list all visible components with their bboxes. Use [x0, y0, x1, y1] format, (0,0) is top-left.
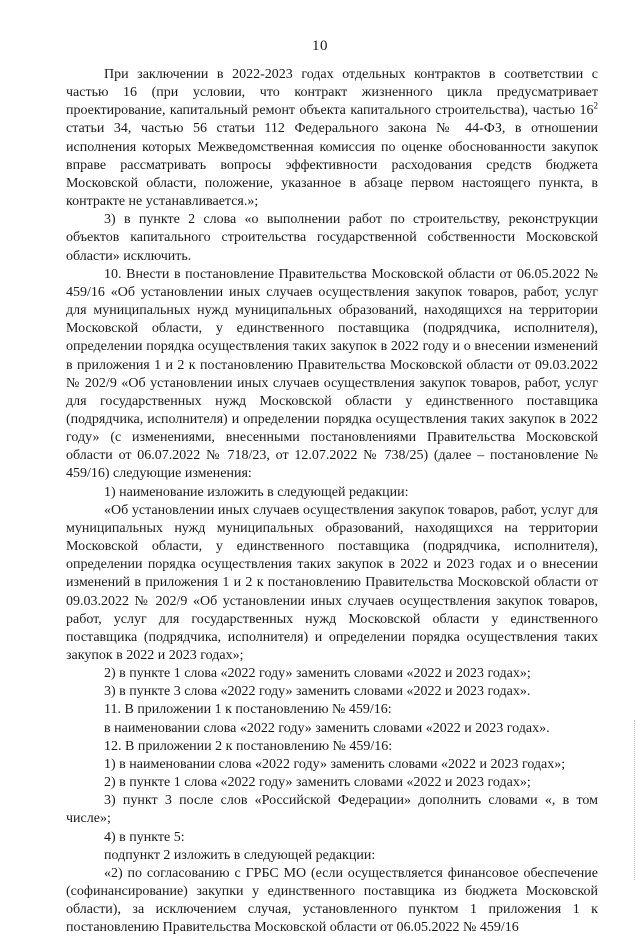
paragraph-contract-exception [66, 66, 598, 211]
document-body [66, 66, 598, 938]
paragraph-subitem-2: подпункт 2 изложить в следующей редакции: [104, 847, 376, 863]
paragraph-section-12-item-4: 4) в пункте 5: [104, 829, 185, 845]
paragraph-item-1: 1) наименование изложить в следующей редакции: [104, 484, 409, 500]
paragraph-section-12-item-3: 3) пункт 3 после слов «Российской Федерации» дополнить словами «, в том числе»; [66, 793, 598, 827]
paragraph-section-11: 11. В приложении 1 к постановлению № 459/16: [104, 702, 392, 718]
paragraph-section-12: 12. В приложении 2 к постановлению № 459/16: [104, 738, 393, 754]
paragraph-text: статьи 34, частью 56 статьи 112 Федерального закона № 44-ФЗ, в отношении исполнения которых Межведомственная комиссия по оценке обоснованности закупок вправе рассматривать вопросы эффективности расходования средств бюджета Московской области, положение, указанное в абзаце первом настоящего пункта, в контракте не устанавливается.»; [66, 121, 598, 210]
paragraph-text: При заключении в 2022-2023 годах отдельных контрактов в соответствии с частью 16 (при условии, что контракт жизненного цикла предусматривает проектирование, капитальный ремонт объекта капитального строительства), частью 16 [66, 67, 598, 119]
paragraph-section-12-item-2: 2) в пункте 1 слова «2022 году» заменить словами «2022 и 2023 годах»; [104, 775, 531, 791]
paragraph-section-10: 10. Внести в постановление Правительства Московской области от 06.05.2022 № 459/16 «Об установлении иных случаев осуществления закупок товаров, работ, услуг для муниципальных нужд муниципальных образований, находящихся на территории Московской области, у единственного поставщика (подрядчика, исполнителя), определении порядка осуществления таких закупок в 2022 году и о внесении изменений в приложения 1 и 2 к постановлению Правительства Московской области от 09.03.2022 № 202/9 «Об установлении иных случаев осуществления закупок товаров, работ, услуг для государственных нужд Московской области у единственного поставщика (подрядчика, исполнителя) и определении порядка осуществления таких закупок в 2022 году» (с изменениями, внесенными постановлениями Правительства Московской области от 06.07.2022 № 718/23, от 12.07.2022 № 738/25) (далее – постановление № 459/16) следующие изменения: [66, 266, 598, 482]
paragraph-section-11-text: в наименовании слова «2022 году» заменить словами «2022 и 2023 годах». [104, 720, 550, 736]
paragraph-item-3b: 3) в пункте 3 слова «2022 году» заменить словами «2022 и 2023 годах». [104, 684, 531, 700]
paragraph-section-12-item-1: 1) в наименовании слова «2022 году» заменить словами «2022 и 2023 годах»; [104, 756, 566, 772]
page-number: 10 [312, 38, 328, 54]
superscript: 2 [593, 100, 598, 111]
scan-margin-mark [634, 720, 638, 880]
paragraph-subitem-2-text: «2) по согласованию с ГРБС МО (если осуществляется финансовое обеспечение (софинансирование) закупки у единственного поставщика из бюджета Московской области), за исключением случая, установленного пунктом 1 приложения 1 к постановлению Правительства Московской области от 06.05.2022 № 459/16 [66, 865, 598, 936]
paragraph-item-3: 3) в пункте 2 слова «о выполнении работ по строительству, реконструкции объектов капитального строительства государственной собственности Московской области» исключить. [66, 212, 598, 264]
paragraph-new-title: «Об установлении иных случаев осуществления закупок товаров, работ, услуг для муниципальных нужд муниципальных образований, находящихся на территории Московской области, у единственного поставщика (подрядчика, исполнителя), определении порядка осуществления таких закупок в 2022 и 2023 годах и о внесении изменений в приложения 1 и 2 к постановлению Правительства Московской области от 09.03.2022 № 202/9 «Об установлении иных случаев осуществления закупок товаров, работ, услуг для государственных нужд Московской области у единственного поставщика (подрядчика, исполнителя) и определении порядка осуществления таких закупок в 2022 и 2023 годах»; [66, 502, 598, 663]
paragraph-item-2: 2) в пункте 1 слова «2022 году» заменить словами «2022 и 2023 годах»; [104, 666, 531, 682]
